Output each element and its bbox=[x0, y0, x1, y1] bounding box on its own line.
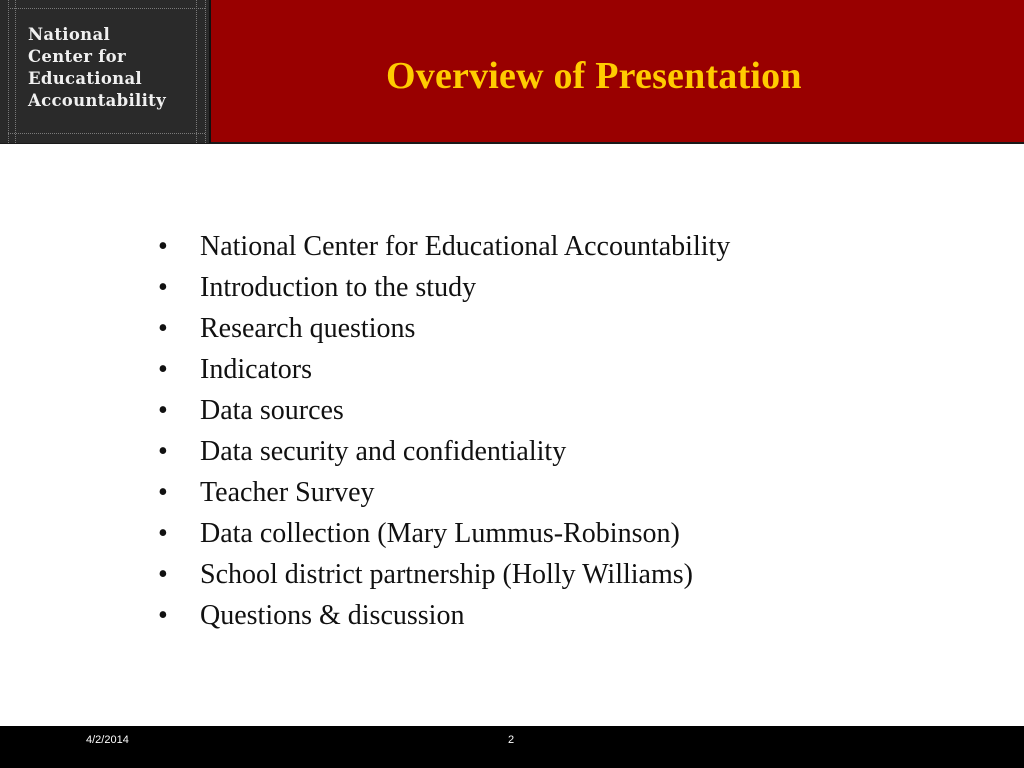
bullet-text: School district partnership (Holly Williams) bbox=[200, 559, 693, 590]
bullet-item bbox=[158, 349, 978, 390]
bullet-list bbox=[158, 226, 978, 636]
bullet-icon: • bbox=[158, 395, 168, 426]
bullet-item bbox=[158, 267, 978, 308]
page-number: 2 bbox=[508, 734, 515, 746]
bullet-text: National Center for Educational Accountability bbox=[200, 231, 731, 262]
bullet-icon: • bbox=[158, 231, 168, 262]
bullet-text: Data security and confidentiality bbox=[200, 436, 567, 467]
logo-text bbox=[28, 24, 198, 112]
bullet-icon: • bbox=[158, 272, 168, 303]
bullet-text: Teacher Survey bbox=[200, 477, 375, 508]
slide-header bbox=[0, 0, 1024, 144]
slide-content bbox=[158, 226, 978, 636]
bullet-text: Indicators bbox=[200, 354, 312, 385]
bullet-text: Research questions bbox=[200, 313, 416, 344]
bullet-icon: • bbox=[158, 436, 168, 467]
bullet-text: Data collection (Mary Lummus-Robinson) bbox=[200, 518, 680, 549]
bullet-item bbox=[158, 513, 978, 554]
bullet-icon: • bbox=[158, 354, 168, 385]
logo-line: National bbox=[28, 25, 111, 44]
bullet-icon: • bbox=[158, 600, 168, 631]
bullet-item bbox=[158, 226, 978, 267]
slide-footer bbox=[0, 726, 1024, 768]
bullet-item bbox=[158, 472, 978, 513]
bullet-icon: • bbox=[158, 477, 168, 508]
footer-date: 4/2/2014 bbox=[86, 734, 129, 746]
bullet-item bbox=[158, 390, 978, 431]
bullet-item bbox=[158, 595, 978, 636]
bullet-icon: • bbox=[158, 559, 168, 590]
bullet-text: Questions & discussion bbox=[200, 600, 465, 631]
bullet-icon: • bbox=[158, 518, 168, 549]
bullet-text: Introduction to the study bbox=[200, 272, 477, 303]
slide-title: Overview of Presentation bbox=[386, 55, 802, 97]
bullet-text: Data sources bbox=[200, 395, 344, 426]
logo-line: Educational bbox=[28, 69, 142, 88]
organization-logo bbox=[0, 0, 211, 143]
bullet-item bbox=[158, 308, 978, 349]
bullet-item bbox=[158, 431, 978, 472]
logo-line: Center for bbox=[28, 47, 126, 66]
logo-line: Accountability bbox=[28, 91, 166, 110]
bullet-item bbox=[158, 554, 978, 595]
bullet-icon: • bbox=[158, 313, 168, 344]
